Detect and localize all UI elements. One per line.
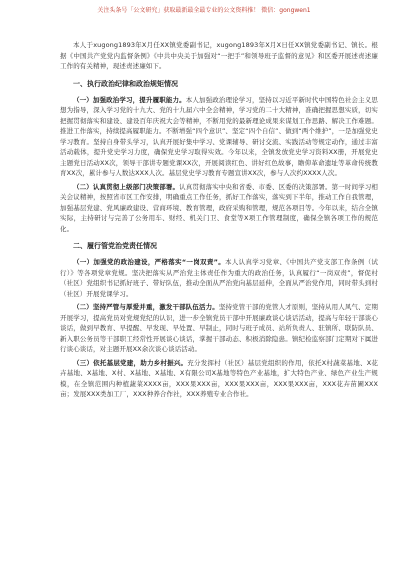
section-heading-1: 一、执行政治纪律和政治规矩情况 [73, 79, 178, 88]
paragraph-2-1 [60, 257, 378, 299]
paragraph-2-3 [60, 358, 378, 400]
paragraph-text: 坚持党管干部的党管人才原则，坚持从用人风气、定期开展学习，提高党员对党规党纪的认识，进一步全镇党员干部中开展廉政谈心谈话活动，提高与年轻干部谈心谈话，做到早教育、早提醒、早发现、早处置、早制止，同时与班子成员、站所负责人、驻镇所、联防队员、新入职公务员等干部职工经常性开展谈心谈话，掌握干部动态、积极消除隐患。镇纪检监察部门定期对下属进行谈心谈话，对主题开展XX余次谈心谈话活动。 [60, 303, 379, 353]
section-heading-2: 二、履行管党治党责任情况 [73, 242, 157, 250]
intro-paragraph: 本人于xugong1893年X月任XX镇党委副书记，xugong1893年X月X日任XX镇党委副书记、镇长。根据《中国共产党党内监督条例》《中共中央关于加强对“一把手”和领导班子监督的意见》和区委开展述责述廉工作的有关精神，现述责述廉如下。 [60, 41, 378, 70]
paragraph-lead: （一）加强政治学习，提升履职能力。 [73, 95, 186, 104]
paragraph-text: 充分发挥村（社区）基层党组织的作用，依托X村蔬菜基地、X花卉基地、X基地、X村、X基地、X基地、X有限公司X基地等特色产业基地，扩大特色产业、绿色产业生产规模，在全镇范围内种植蔬菜XXXX亩，XXX果XXX亩，XXX果XXX亩，XXX果XXX亩，XXX花卉苗圃XXX亩；发展XXX类加工厂，XXX种养合作社，XXX养殖专业合作社。 [60, 358, 378, 398]
paragraph-1-2 [60, 182, 378, 235]
paragraph-1-1 [60, 95, 378, 179]
paragraph-text: 本人认真学习党章、《中国共产党支部工作条例（试行）》等各项党章党规。坚决把落实从严治党主体责任作为重大的政治任务，认真履行“一岗双责”，督促村（社区）党组织书记抓好班子、带好队伍，推动全面从严治党向基层延伸，全面从严治党作用，同时带头到村（社区）开展党课学习。 [60, 258, 378, 298]
paragraph-lead: （一）加强党的政治建设，严格落实“一岗双责”。 [73, 258, 225, 266]
paragraph-lead: （二）坚持严管与厚爱并重，激发干部队伍活力。 [73, 303, 219, 311]
paragraph-text: 认真贯彻落实中央和省委、市委、区委的决策部署。第一时间学习相关会议精神，按照省市区工作安排，明确重点工作任务，抓好工作落实，落实到下半年，推动工作自我管理，加强基层党建、党风廉政建设、营商环境、教育管理，政府采购和管理，规范各项目等。今年以来，结合全镇实际，主持研讨与完善了公务用车、财经、机关门卫、食堂等X项工作管理制度，确保全镇各项工作的规范化。 [60, 182, 379, 233]
paragraph-lead: （三）依托基层党建，助力乡村振兴。 [73, 358, 188, 367]
header-banner: 关注头条号「公文研究」获取最新最全最专业的公文资料推！ 微信：gongwen1 [97, 7, 311, 14]
paragraph-lead: （二）认真贯彻上级部门决策部署。 [73, 182, 180, 191]
document-body [60, 40, 378, 403]
paragraph-2-2 [60, 302, 378, 355]
paragraph-text: 本人加强政治理论学习，坚持以习近平新时代中国特色社会主义思想为指导，深入学习党的十九大、党的十九届六中全会精神，学习党的二十大精神，准确把握思想实质，切实把握贯彻落实和建设、建设百年庆祝大会等精神，不断用党的最新理论成果来谋划工作思路、解决工作难题。推进工作落实，持续提高履职能力。不断增强“四个意识”、坚定“四个自信”、做到“两个维护”，一是加强党史学习教育。坚持自身带头学习，认真开展好集中学习、党课辅导、研讨交流、实践活动等规定动作，通过丰富活动载体，提升党史学习力度，确保党史学习取得实效。今年以来，全镇发放党史学习资料XX册，开展党史主题党日活动XX次，领导干部讲专题党课XX次，开展阅读红色、讲好红色故事，瞻仰革命遗址等革命传统教育XX次，累计参与人数达XXX人次。基层党史学习教育专题宣讲XX次，参与人次约XXXX人次。 [60, 95, 378, 177]
